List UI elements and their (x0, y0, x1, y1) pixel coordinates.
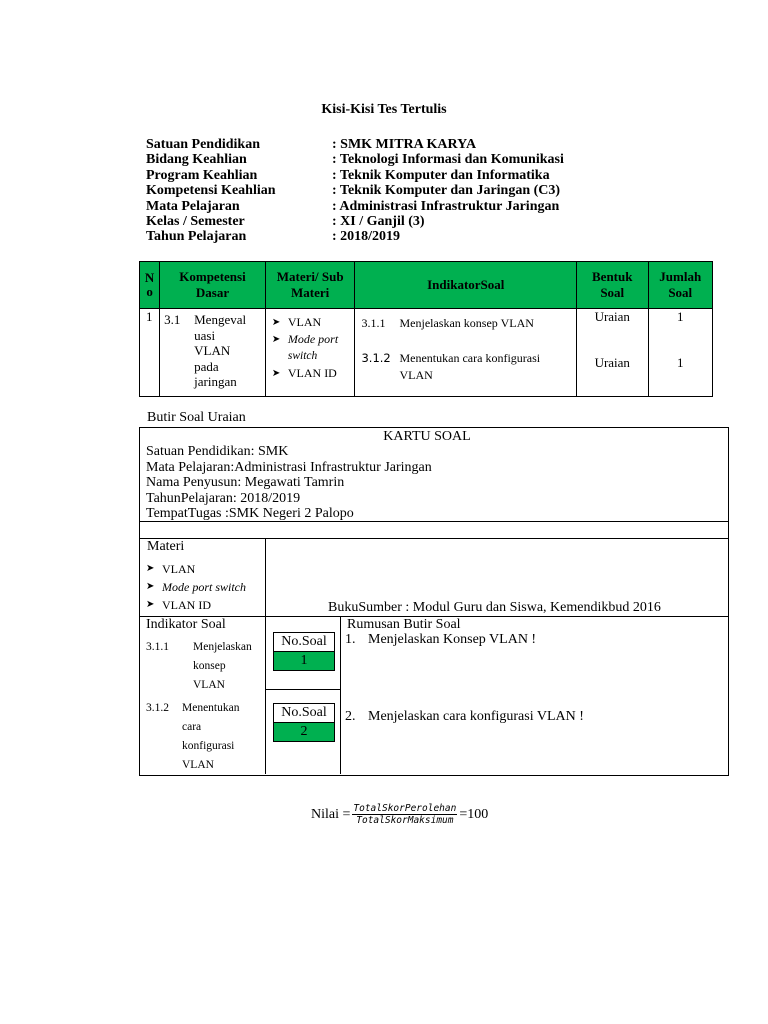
cell-jumlah-soal (648, 309, 713, 397)
cell-materi (265, 309, 355, 397)
butir-soal-label: Butir Soal Uraian (147, 410, 246, 425)
meta-value: : Teknologi Informasi dan Komunikasi (332, 152, 564, 168)
divider (265, 689, 340, 690)
soal-item (345, 709, 584, 725)
indikator-item (361, 350, 576, 384)
materi-item (272, 365, 355, 382)
arrow-bullet-icon: ➤ (146, 581, 155, 592)
header-no (140, 262, 160, 309)
indikator-text-line: VLAN (182, 759, 214, 771)
divider (340, 616, 341, 774)
header-bentuk-line: Soal (600, 285, 625, 300)
indikator-text-line: cara (182, 721, 202, 733)
soal-item (345, 632, 536, 648)
meta-value: : SMK MITRA KARYA (332, 137, 477, 152)
meta-value: : Teknik Komputer dan Jaringan (C3) (332, 183, 561, 199)
header-no-line: o (146, 284, 153, 299)
materi-list (146, 560, 246, 614)
materi-item (272, 314, 355, 331)
cell-indikator (355, 309, 577, 397)
no-soal-value: 1 (274, 652, 334, 670)
no-soal-box (273, 703, 335, 742)
soal-text: Menjelaskan cara konfigurasi VLAN ! (368, 709, 584, 724)
table-header-row (140, 262, 713, 309)
header-kd-line: Dasar (195, 285, 230, 300)
arrow-bullet-icon: ➤ (271, 317, 281, 328)
header-bentuk-line: Bentuk (592, 269, 633, 284)
header-materi (265, 262, 355, 309)
nilai-fraction (352, 803, 457, 826)
header-jumlah-line: Jumlah (659, 269, 702, 284)
arrow-bullet-icon: ➤ (271, 368, 281, 379)
header-kompetensi-dasar (160, 262, 266, 309)
meta-value: : Teknik Komputer dan Informatika (332, 167, 550, 183)
kd-text (194, 312, 246, 390)
kd-line: uasi (194, 327, 216, 343)
meta-key: Bidang Keahlian (146, 152, 247, 168)
table-row (140, 309, 713, 397)
nilai-formula (311, 803, 488, 826)
indikator-item (146, 699, 239, 775)
bentuk-value: Uraian (594, 309, 630, 324)
kd-line: VLAN (194, 343, 231, 358)
arrow-bullet-icon: ➤ (271, 334, 281, 345)
document-title: Kisi-Kisi Tes Tertulis (321, 102, 447, 117)
indikator-text (193, 638, 252, 695)
cell-kompetensi-dasar (160, 309, 266, 397)
indikator-text-line: Menentukan cara konfigurasi (399, 351, 541, 365)
kd-number: 3.1 (164, 312, 181, 327)
identity-block (146, 137, 564, 245)
soal-text: Menjelaskan Konsep VLAN ! (368, 632, 537, 647)
indikator-text-line: VLAN (399, 368, 433, 382)
meta-row (146, 199, 564, 214)
materi-item (146, 560, 246, 578)
materi-text: VLAN (162, 562, 196, 576)
nilai-label: Nilai = (311, 806, 351, 822)
materi-text: Mode port (287, 332, 339, 346)
indikator-text-line: Menentukan (182, 702, 240, 714)
meta-key: Kompetensi Keahlian (146, 183, 276, 199)
indikator-text (182, 699, 239, 775)
indikator-text (399, 350, 540, 384)
indikator-text-line: konfigurasi (182, 740, 235, 752)
soal-number: 2. (345, 709, 356, 724)
meta-row (146, 229, 564, 244)
header-materi-line: Materi/ Sub (276, 269, 344, 284)
soal-number: 1. (345, 632, 356, 647)
kartu-line: Satuan Pendidikan: SMK (146, 444, 289, 459)
meta-row (146, 214, 564, 229)
meta-value: : XI / Ganjil (3) (332, 214, 425, 230)
indikator-number: 3.1.1 (361, 316, 386, 330)
no-soal-label: No.Soal (274, 704, 334, 723)
indikator-item (361, 315, 576, 331)
meta-key: Mata Pelajaran (146, 198, 240, 214)
rumusan-label: Rumusan Butir Soal (347, 617, 461, 632)
arrow-bullet-icon: ➤ (146, 599, 155, 610)
kartu-line: Nama Penyusun: Megawati Tamrin (146, 475, 345, 491)
jumlah-value: 1 (677, 309, 684, 324)
materi-label: Materi (147, 539, 185, 554)
indikator-soal-label: Indikator Soal (146, 617, 226, 632)
meta-row (146, 168, 564, 183)
nilai-numerator: TotalSkorPerolehan (353, 803, 457, 814)
header-no-line: N (144, 270, 155, 285)
materi-item (146, 578, 246, 596)
indikator-text-line: VLAN (193, 679, 225, 691)
materi-item-continued: switch (287, 350, 318, 362)
meta-key: Program Keahlian (146, 167, 258, 183)
materi-text: VLAN (287, 315, 322, 329)
meta-key: Tahun Pelajaran (146, 229, 247, 245)
materi-item (272, 331, 355, 348)
nilai-denominator: TotalSkorMaksimum (356, 815, 454, 826)
meta-value: : Administrasi Infrastruktur Jaringan (332, 198, 560, 214)
row-number: 1 (146, 309, 153, 324)
materi-text: Mode port switch (162, 580, 246, 594)
meta-key: Satuan Pendidikan (146, 137, 260, 152)
indikator-number: 3.1.2 (146, 702, 169, 714)
buku-sumber: BukuSumber : Modul Guru dan Siswa, Kemendikbud 2016 (328, 600, 661, 615)
indikator-item (146, 638, 252, 695)
meta-row (146, 183, 564, 198)
materi-item (146, 596, 246, 614)
kartu-line: Mata Pelajaran:Administrasi Infrastruktur Jaringan (146, 459, 432, 475)
arrow-bullet-icon: ➤ (146, 563, 155, 574)
header-bentuk-soal (577, 262, 648, 309)
meta-row (146, 137, 564, 152)
kartu-line: TahunPelajaran: 2018/2019 (146, 490, 301, 506)
kd-line: pada (194, 358, 219, 374)
no-soal-value: 2 (274, 723, 334, 741)
materi-text: VLAN ID (287, 366, 337, 380)
header-materi-line: Materi (291, 285, 330, 300)
meta-key: Kelas / Semester (146, 214, 245, 230)
header-indikator: IndikatorSoal (355, 262, 577, 309)
indikator-text-line: Menjelaskan (193, 641, 252, 653)
kisi-table (139, 261, 713, 397)
kartu-identity (146, 444, 432, 522)
materi-text: VLAN ID (162, 598, 211, 612)
kd-block (160, 312, 265, 390)
nilai-suffix: =100 (459, 806, 489, 822)
indikator-text: Menjelaskan konsep VLAN (399, 316, 534, 330)
kartu-soal-title: KARTU SOAL (383, 429, 471, 444)
no-soal-box (273, 632, 335, 671)
cell-bentuk-soal (577, 309, 648, 397)
meta-value: : 2018/2019 (332, 229, 401, 245)
indikator-number: 3.1.1 (146, 641, 169, 653)
bentuk-value: Uraian (594, 355, 630, 370)
jumlah-value: 1 (677, 355, 684, 370)
no-soal-label: No.Soal (274, 633, 334, 652)
indikator-text-line: konsep (193, 660, 226, 672)
kd-line: jaringan (194, 374, 237, 389)
header-jumlah-soal (648, 262, 713, 309)
meta-row (146, 152, 564, 167)
indikator-number: 3.1.2 (361, 351, 391, 365)
header-kd-line: Kompetensi (179, 269, 246, 284)
kartu-line: TempatTugas :SMK Negeri 2 Palopo (146, 506, 354, 522)
cell-no (140, 309, 160, 397)
kd-line: Mengeval (194, 312, 247, 327)
header-jumlah-line: Soal (668, 285, 693, 300)
